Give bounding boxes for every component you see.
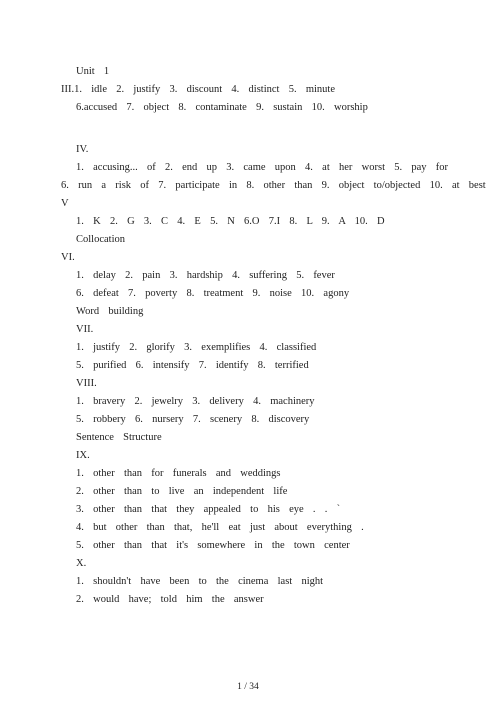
page-number: 1 / 34 [237,682,259,692]
section-vi-line-2: 6. defeat 7. poverty 8. treatment 9. noise 10. agony [76,288,350,299]
section-vi-line-1: 1. delay 2. pain 3. hardship 4. suffering 5. fever [76,270,335,281]
section-x-heading: X. [76,558,87,569]
section-iv-line-1: 1. accusing... of 2. end up 3. came upon 4. at her worst 5. pay for [76,162,449,173]
section-viii-line-1: 1. bravery 2. jewelry 3. delivery 4. machinery [76,396,315,407]
section-x-line-2: 2. would have; told him the answer [76,594,264,605]
section-ix-line-5: 5. other than that it's somewhere in the town center [76,540,350,551]
section-ix-line-1: 1. other than for funerals and weddings [76,468,281,479]
collocation-heading: Collocation [76,234,125,245]
section-iv-line-2: 6. run a risk of 7. participate in 8. other than 9. object to/objected 10. at best [61,180,486,191]
section-ix-line-3: 3. other than that they appealed to his eye . . ` [76,504,341,515]
section-iii-line-1: III.1. idle 2. justify 3. discount 4. distinct 5. minute [61,84,335,95]
word-building-heading: Word building [76,306,144,317]
section-vii-line-2: 5. purified 6. intensify 7. identify 8. terrified [76,360,309,371]
section-iv-heading: IV. [76,144,89,155]
section-ix-line-2: 2. other than to live an independent life [76,486,288,497]
section-viii-line-2: 5. robbery 6. nursery 7. scenery 8. discovery [76,414,310,425]
section-vi-heading: VI. [61,252,75,263]
section-ix-line-4: 4. but other than that, he'll eat just about everything . [76,522,364,533]
section-vii-line-1: 1. justify 2. glorify 3. exemplifies 4. classified [76,342,317,353]
section-ix-heading: IX. [76,450,90,461]
section-v-heading: V [61,198,69,209]
section-v-line-1: 1. K 2. G 3. C 4. E 5. N 6.O 7.I 8. L 9. A 10. D [76,216,385,227]
unit-heading: Unit 1 [76,66,110,77]
section-iii-line-2: 6.accused 7. object 8. contaminate 9. sustain 10. worship [76,102,368,113]
sentence-structure-heading: Sentence Structure [76,432,162,443]
section-x-line-1: 1. shouldn't have been to the cinema last night [76,576,324,587]
section-viii-heading: VIII. [76,378,97,389]
section-vii-heading: VII. [76,324,94,335]
